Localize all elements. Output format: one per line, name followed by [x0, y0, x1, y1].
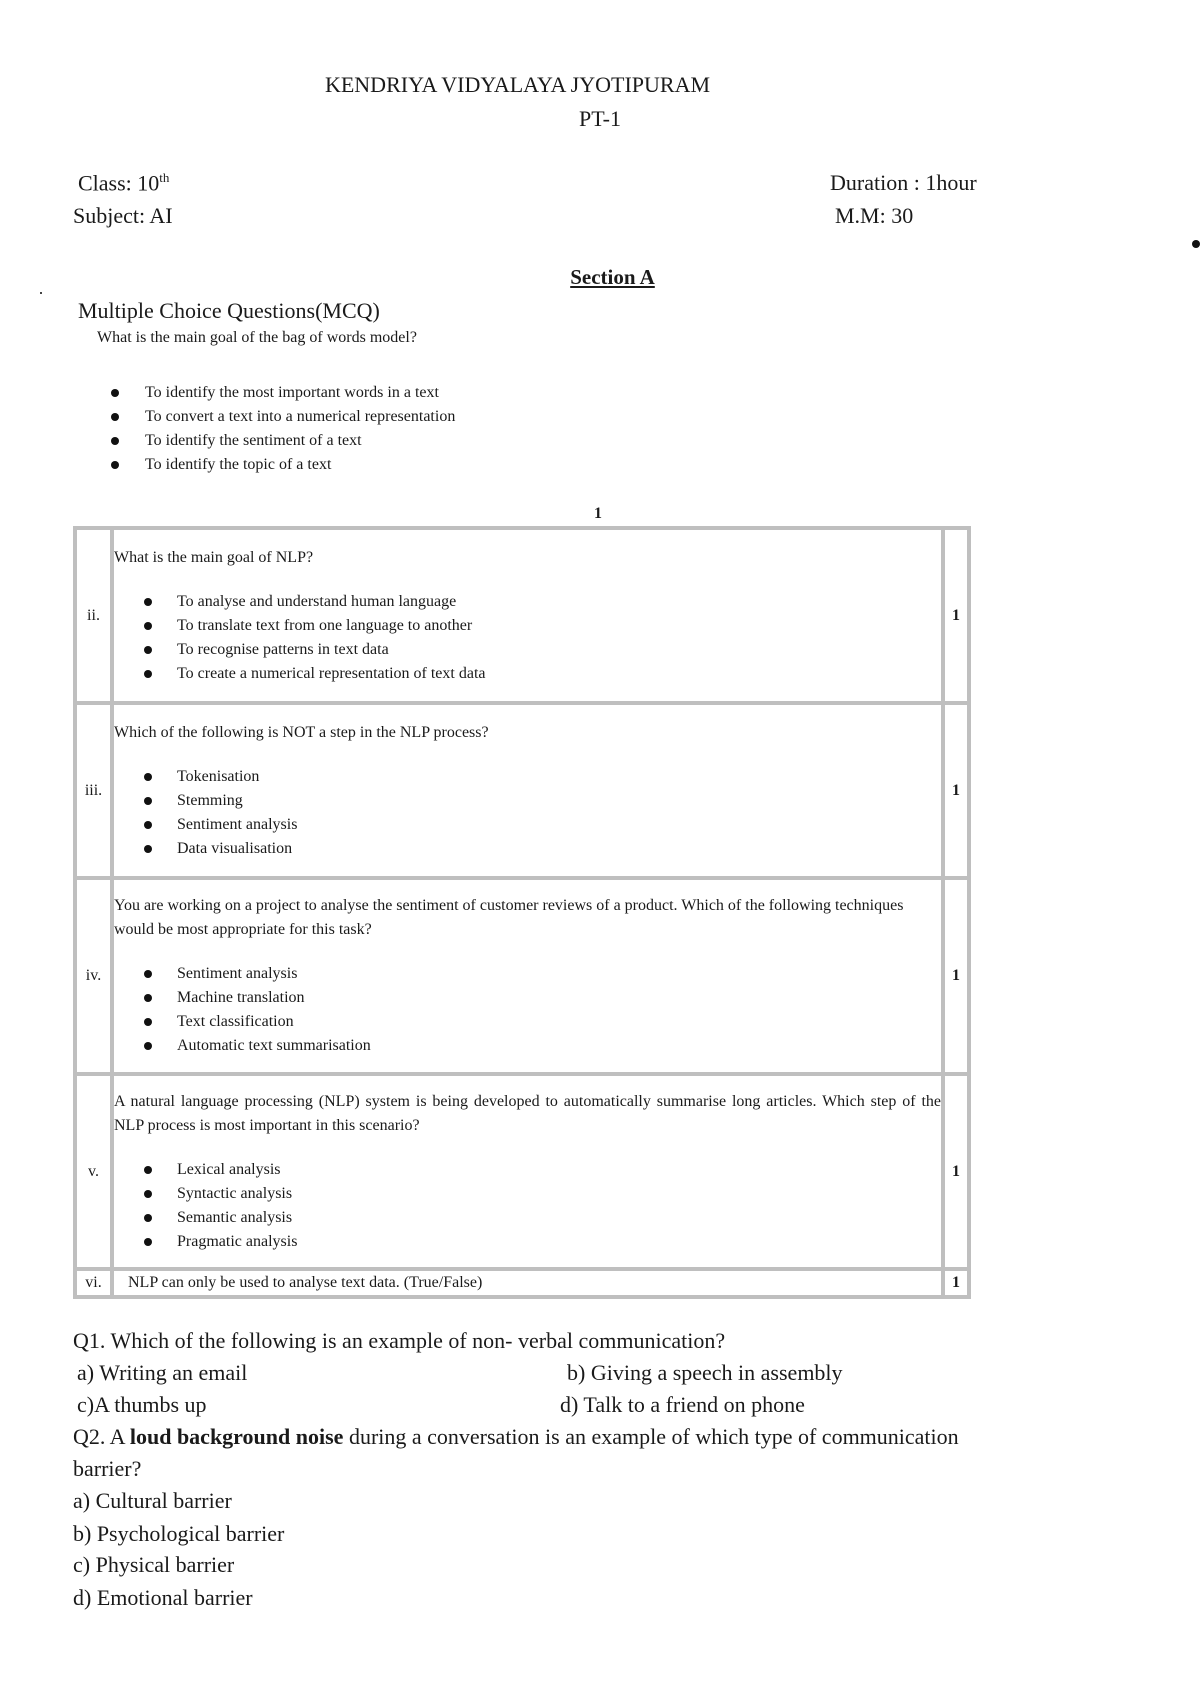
- question-1-options: [108, 381, 455, 477]
- question-text: A natural language processing (NLP) system is being developed to automatically summarise long articles. Which step of the NLP process is most important in this scenario?: [114, 1092, 941, 1134]
- option-item: To analyse and understand human language: [114, 590, 941, 614]
- option-item: Machine translation: [114, 986, 941, 1010]
- option-item: Data visualisation: [114, 837, 941, 861]
- question-marks: 1: [943, 703, 969, 878]
- option-item: To identify the sentiment of a text: [108, 429, 455, 453]
- option-item: Automatic text summarisation: [114, 1034, 941, 1058]
- table-row: [75, 528, 969, 703]
- option-item: To convert a text into a numerical representation: [108, 405, 455, 429]
- option-item: Syntactic analysis: [114, 1182, 941, 1206]
- table-row: [75, 1074, 969, 1269]
- q2-prefix: Q2. A: [73, 1424, 130, 1449]
- option-list: [114, 962, 941, 1058]
- option-item: Lexical analysis: [114, 1158, 941, 1182]
- section-title: Section A: [570, 265, 655, 289]
- q2-text-line2: barrier?: [73, 1456, 142, 1481]
- q2-option-a: a) Cultural barrier: [73, 1488, 232, 1513]
- question-1-text: What is the main goal of the bag of words model?: [97, 329, 417, 346]
- school-name: KENDRIYA VIDYALAYA JYOTIPURAM: [324, 72, 711, 97]
- q2-option-d: d) Emotional barrier: [73, 1585, 253, 1610]
- question-table: [73, 526, 971, 1299]
- question-body: [112, 528, 943, 703]
- option-item: To identify the most important words in a text: [108, 381, 455, 405]
- question-marks: 1: [943, 1074, 969, 1269]
- question-number: iii.: [75, 703, 112, 878]
- option-item: To identify the topic of a text: [108, 453, 455, 477]
- option-list: [114, 765, 941, 861]
- table-row: [75, 878, 969, 1074]
- q2-suffix: during a conversation is an example of which type of communication: [343, 1424, 959, 1449]
- section-subtitle: Multiple Choice Questions(MCQ): [78, 298, 380, 323]
- q1-option-b: b) Giving a speech in assembly: [567, 1360, 843, 1385]
- subject-label: Subject: AI: [73, 203, 173, 228]
- q1-text: Q1. Which of the following is an example of non- verbal communication?: [73, 1328, 726, 1353]
- question-body: [112, 878, 943, 1074]
- margin-speck: [40, 292, 42, 294]
- class-text: Class: 10: [78, 170, 160, 196]
- option-item: Semantic analysis: [114, 1206, 941, 1230]
- question-number: v.: [75, 1074, 112, 1269]
- class-sup: th: [159, 170, 170, 185]
- margin-dot: [1192, 240, 1200, 248]
- q2-text: [73, 1424, 959, 1450]
- question-number: vi.: [75, 1269, 112, 1297]
- table-row: [75, 703, 969, 878]
- option-item: Stemming: [114, 789, 941, 813]
- max-marks-label: M.M: 30: [835, 203, 914, 228]
- option-item: Sentiment analysis: [114, 962, 941, 986]
- option-item: To create a numerical representation of text data: [114, 662, 941, 686]
- question-body: [112, 703, 943, 878]
- q2-option-c: c) Physical barrier: [73, 1552, 235, 1577]
- q2-bold: loud background noise: [129, 1424, 344, 1449]
- question-text: What is the main goal of NLP?: [114, 548, 314, 566]
- duration-label: Duration : 1hour: [830, 170, 977, 195]
- option-item: Sentiment analysis: [114, 813, 941, 837]
- option-list: [114, 590, 941, 686]
- class-label: [78, 170, 169, 196]
- q1-option-a: a) Writing an email: [77, 1360, 248, 1385]
- question-marks: 1: [943, 1269, 969, 1297]
- question-text: NLP can only be used to analyse text data. (True/False): [112, 1269, 943, 1297]
- q2-option-b: b) Psychological barrier: [73, 1521, 285, 1546]
- table-row: [75, 1269, 969, 1297]
- question-marks: 1: [943, 878, 969, 1074]
- q1-option-d: d) Talk to a friend on phone: [560, 1392, 805, 1417]
- option-item: Tokenisation: [114, 765, 941, 789]
- option-item: Pragmatic analysis: [114, 1230, 941, 1254]
- q1-option-c: c)A thumbs up: [77, 1392, 207, 1417]
- test-name: PT-1: [579, 106, 621, 131]
- question-marks: 1: [943, 528, 969, 703]
- question-text: You are working on a project to analyse the sentiment of customer reviews of a product. Which of the following techniques would be most appropriate for this task?: [114, 897, 904, 938]
- question-number: iv.: [75, 878, 112, 1074]
- option-item: To recognise patterns in text data: [114, 638, 941, 662]
- option-item: To translate text from one language to another: [114, 614, 941, 638]
- question-body: [112, 1074, 943, 1269]
- question-1-marks: 1: [594, 505, 602, 522]
- option-item: Text classification: [114, 1010, 941, 1034]
- option-list: [114, 1158, 941, 1254]
- question-number: ii.: [75, 528, 112, 703]
- question-text: Which of the following is NOT a step in the NLP process?: [114, 723, 489, 741]
